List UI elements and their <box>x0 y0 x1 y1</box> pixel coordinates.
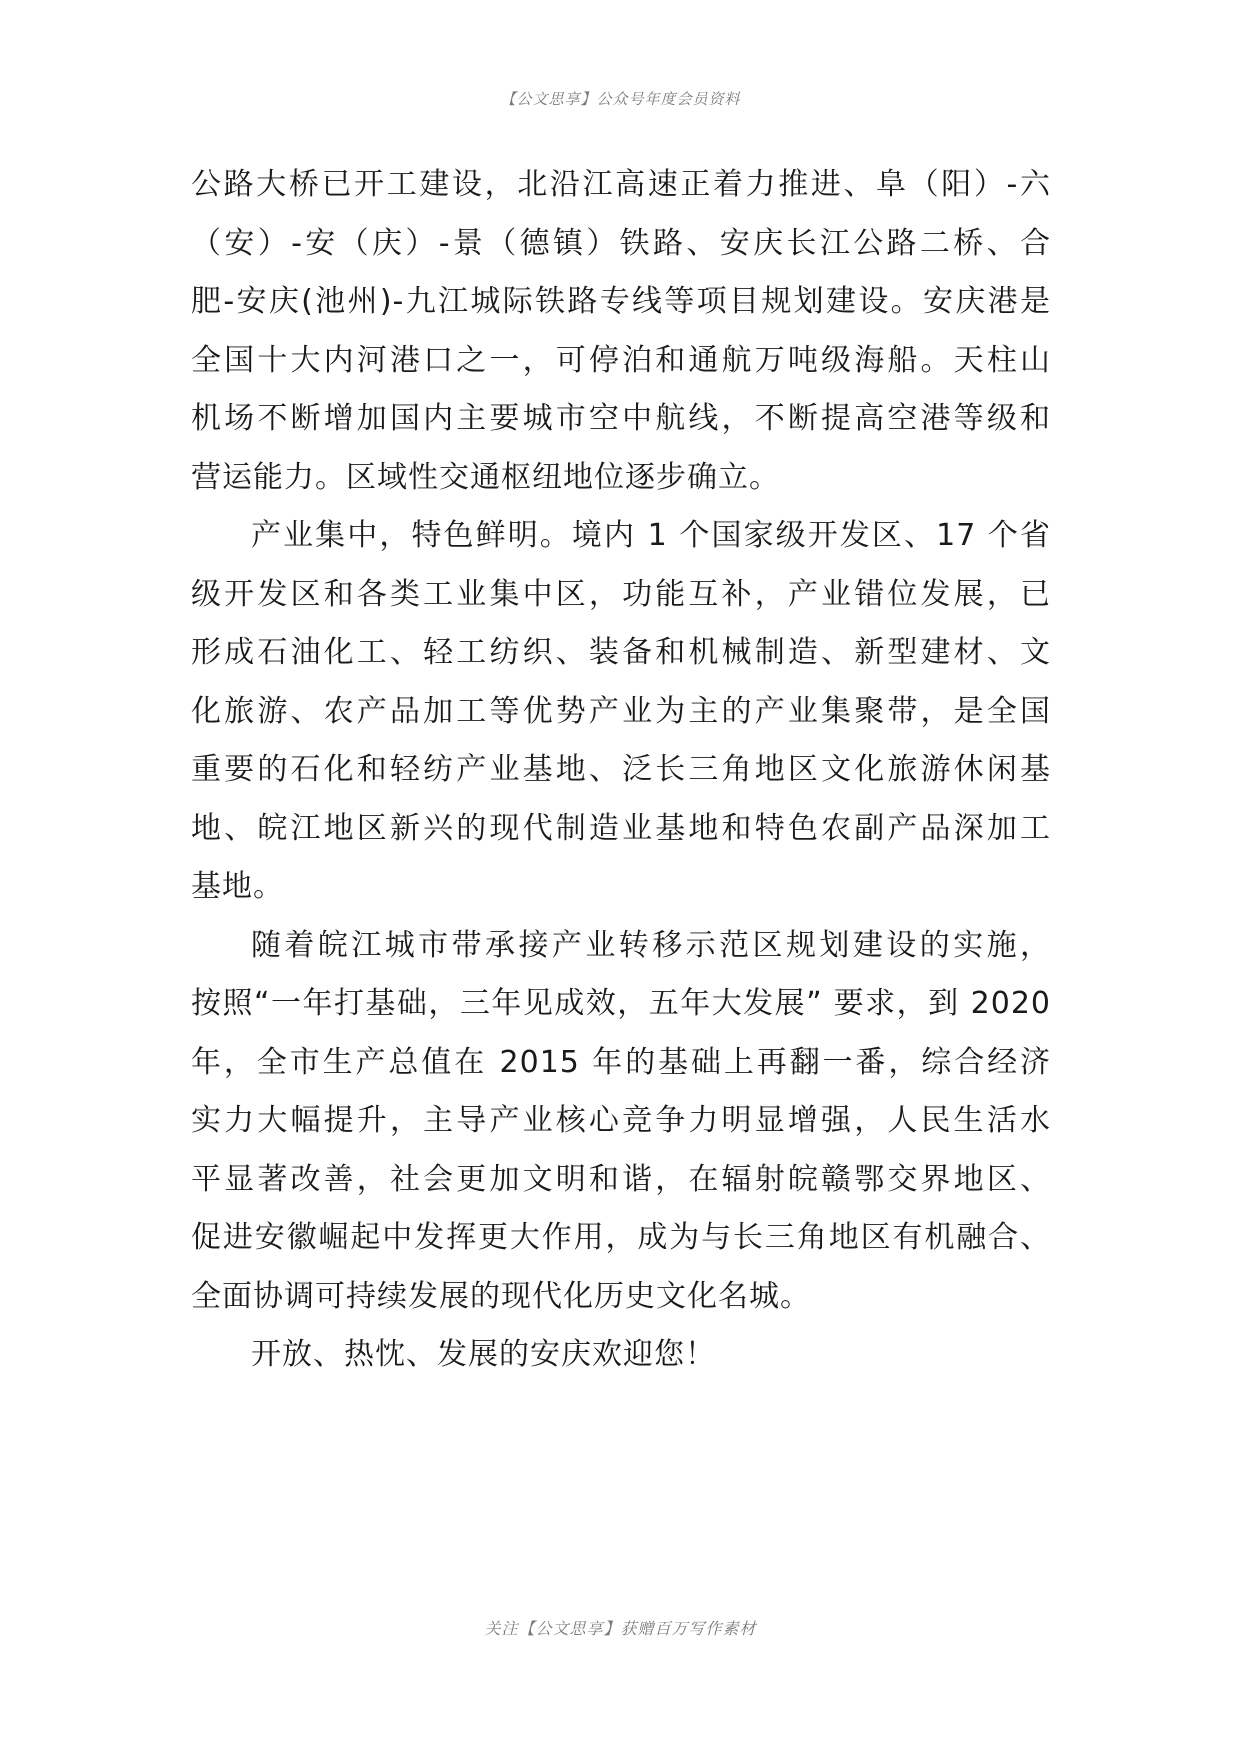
text-line: 形成石油化工、轻工纺织、装备和机械制造、新型建材、文 <box>191 635 1051 670</box>
text-line: 全面协调可持续发展的现代化历史文化名城。 <box>191 1278 811 1314</box>
document-body <box>191 156 1051 1385</box>
text-line: 基地。 <box>191 869 284 904</box>
page-header: 【公文思享】公众号年度会员资料 <box>500 90 741 108</box>
paragraph-industry <box>191 507 1051 917</box>
paragraph-goals <box>191 917 1051 1327</box>
text-line: 实力大幅提升，主导产业核心竞争力明显增强，人民生活水 <box>191 1103 1051 1138</box>
text-line: 开放、热忱、发展的安庆欢迎您！ <box>251 1337 716 1372</box>
text-line: 促进安徽崛起中发挥更大作用，成为与长三角地区有机融合、 <box>191 1220 1051 1255</box>
text-line: 按照“一年打基础，三年见成效，五年大发展” 要求，到 2020 <box>191 986 1051 1021</box>
paragraph-transport <box>191 156 1051 507</box>
text-line: 随着皖江城市带承接产业转移示范区规划建设的实施， <box>251 927 1051 963</box>
text-line: 平显著改善，社会更加文明和谐，在辐射皖赣鄂交界地区、 <box>191 1161 1051 1197</box>
text-line: 营运能力。区域性交通枢纽地位逐步确立。 <box>191 459 780 495</box>
text-line: 公路大桥已开工建设，北沿江高速正着力推进、阜（阳）-六 <box>191 167 1051 202</box>
text-line: 机场不断增加国内主要城市空中航线，不断提高空港等级和 <box>191 401 1051 436</box>
text-line: 产业集中，特色鲜明。境内 1 个国家级开发区、17 个省 <box>251 518 1051 553</box>
page-footer: 关注【公文思享】获赠百万写作素材 <box>484 1619 757 1638</box>
text-line: 重要的石化和轻纺产业基地、泛长三角地区文化旅游休闲基 <box>191 752 1051 787</box>
text-line: 级开发区和各类工业集中区，功能互补，产业错位发展，已 <box>191 576 1051 612</box>
text-line: 地、皖江地区新兴的现代制造业基地和特色农副产品深加工 <box>191 810 1051 846</box>
paragraph-welcome <box>191 1326 1051 1385</box>
text-line: 肥-安庆(池州)-九江城际铁路专线等项目规划建设。安庆港是 <box>191 284 1051 319</box>
text-line: 年，全市生产总值在 2015 年的基础上再翻一番，综合经济 <box>191 1044 1051 1080</box>
text-line: 全国十大内河港口之一，可停泊和通航万吨级海船。天柱山 <box>191 342 1051 378</box>
text-line: （安）-安（庆）-景（德镇）铁路、安庆长江公路二桥、合 <box>191 225 1051 261</box>
text-line: 化旅游、农产品加工等优势产业为主的产业集聚带，是全国 <box>191 693 1051 729</box>
